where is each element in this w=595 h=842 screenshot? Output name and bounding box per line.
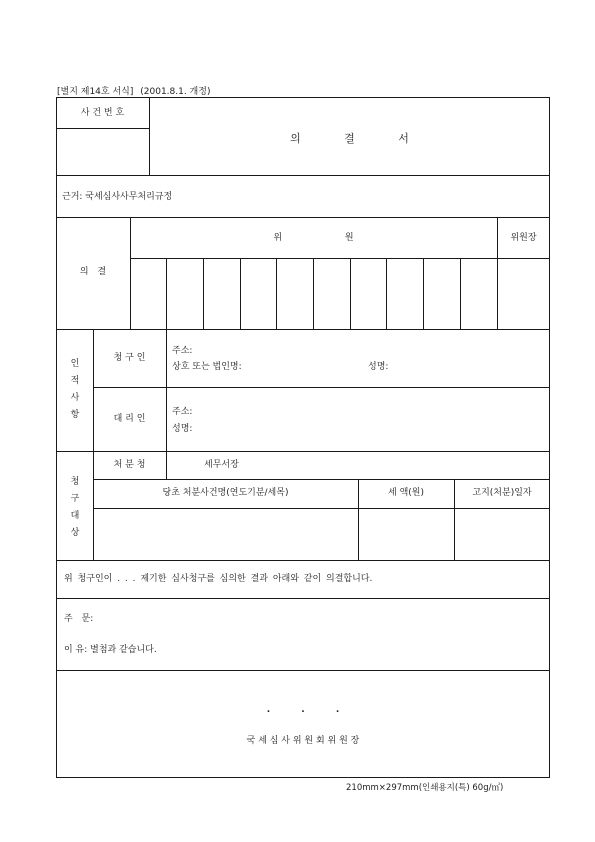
- revision-date: (2001.8.1. 개정): [140, 87, 211, 97]
- member-signature-cell[interactable]: [167, 259, 202, 329]
- office-label: 처 분 청: [113, 460, 146, 470]
- agent-label: 대 리 인: [113, 414, 146, 424]
- member-signature-cell[interactable]: [351, 259, 386, 329]
- form-number-label: [별지 제14호 서식]: [57, 87, 134, 97]
- claimant-label: 청 구 인: [113, 353, 146, 363]
- col-amount-header: 세 액(원): [388, 488, 424, 498]
- basis-text: 근거: 국세심사사무처리규정: [62, 192, 173, 202]
- col-item-header: 당초 처분사건명(연도기분/세목): [162, 488, 289, 498]
- order-label: 주 문:: [64, 614, 94, 624]
- case-number-field[interactable]: [57, 129, 149, 175]
- target-item-field[interactable]: [94, 509, 357, 559]
- reason-label: 이 유: 별첨과 같습니다.: [64, 645, 157, 655]
- chair-label: 위원장: [510, 233, 537, 243]
- member-signature-cell[interactable]: [424, 259, 459, 329]
- claimant-company-label: 상호 또는 법인명:: [172, 362, 242, 372]
- case-number-label: 사 건 번 호: [80, 108, 125, 118]
- member-signature-cell[interactable]: [314, 259, 349, 329]
- chair-signature-cell[interactable]: [498, 259, 549, 329]
- member-signature-cell[interactable]: [131, 259, 166, 329]
- paper-spec-footer: 210mm×297mm(인쇄용지(특) 60g/㎡): [346, 783, 504, 793]
- col-date-header: 고지(처분)일자: [472, 488, 532, 498]
- members-label: 위 원: [273, 233, 354, 243]
- member-signature-cell[interactable]: [387, 259, 422, 329]
- target-date-field[interactable]: [455, 509, 549, 559]
- member-signature-cell[interactable]: [277, 259, 312, 329]
- member-signature-cell[interactable]: [461, 259, 496, 329]
- target-amount-field[interactable]: [359, 509, 453, 559]
- target-section-label: 청 구 대 상: [70, 477, 80, 538]
- signature-date: . . .: [266, 705, 340, 715]
- member-signature-cell[interactable]: [241, 259, 276, 329]
- claimant-name-label: 성명:: [368, 362, 389, 372]
- decision-label: 의 결: [79, 267, 107, 277]
- decision-statement: 위 청구인이 . . . 제기한 심사청구를 심의한 결과 아래와 같이 의결합니다.: [64, 574, 373, 584]
- claimant-address-label: 주소:: [172, 346, 193, 356]
- personal-section-label: 인 적 사 항: [70, 359, 80, 420]
- office-value: 세무서장: [204, 460, 239, 470]
- committee-chair-title: 국 세 심 사 위 원 회 위 원 장: [246, 736, 360, 746]
- member-signature-cell[interactable]: [204, 259, 239, 329]
- form-title: 의 결 서: [290, 132, 409, 145]
- agent-name-label: 성명:: [172, 424, 193, 434]
- agent-address-label: 주소:: [172, 407, 193, 417]
